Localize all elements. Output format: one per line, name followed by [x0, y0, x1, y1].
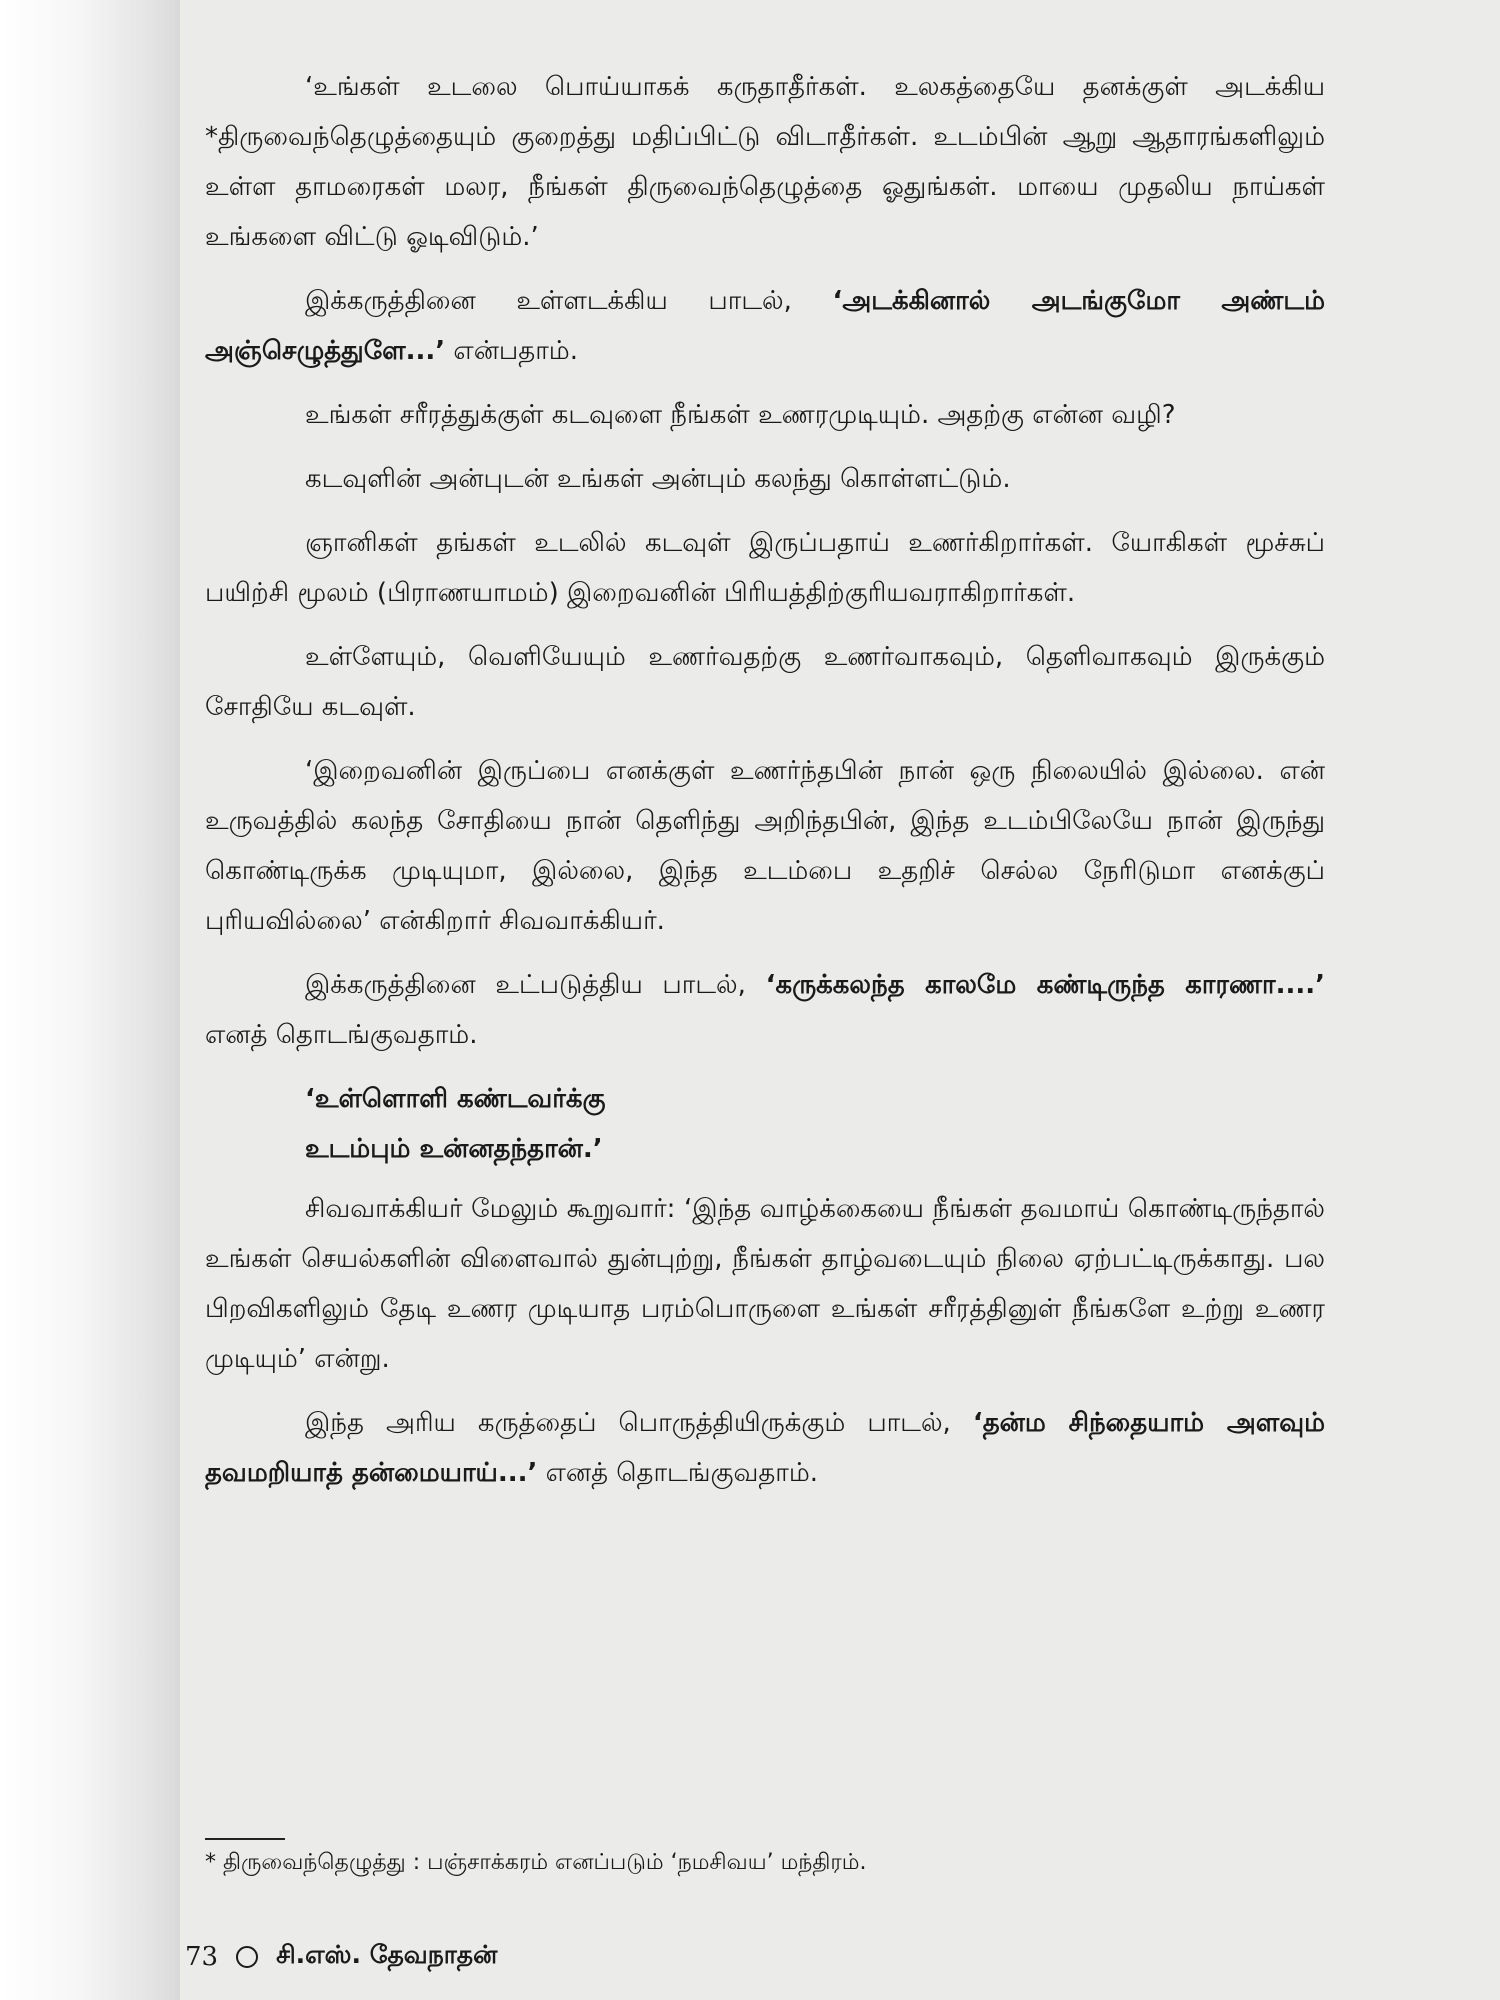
paragraph-6: உள்ளேயும், வெளியேயும் உணர்வதற்கு உணர்வாகவும், தெளிவாகவும் இருக்கும் சோதியே கடவுள். — [205, 642, 1325, 722]
paragraph-7: ‘இறைவனின் இருப்பை எனக்குள் உணர்ந்தபின் நான் ஒரு நிலையில் இல்லை. என் உருவத்தில் கலந்த சோதியை நான் தெளிந்து அறிந்தபின், இந்த உடம்பிலேயே நான் இருந்து கொண்டிருக்க முடியுமா, இல்லை, இந்த உடம்பை உதறிச் செல்ல நேரிடுமா எனக்குப் புரியவில்லை’ என்கிறார் சிவவாக்கியர். — [205, 756, 1325, 936]
page-footer — [185, 1940, 497, 1973]
footnote: * திருவைந்தெழுத்து : பஞ்சாக்கரம் எனப்படும் ‘நமசிவய’ மந்திரம். — [205, 1850, 867, 1875]
paragraph-2-lead: இக்கருத்தினை உள்ளடக்கிய பாடல், — [305, 286, 833, 316]
body-text — [205, 62, 1325, 1512]
paragraph-10-lead: இந்த அரிய கருத்தைப் பொருத்தியிருக்கும் பாடல், — [305, 1408, 973, 1438]
paragraph-1: ‘உங்கள் உடலை பொய்யாகக் கருதாதீர்கள். உலகத்தையே தனக்குள் அடக்கிய *திருவைந்தெழுத்தையும் குறைத்து மதிப்பிட்டு விடாதீர்கள். உடம்பின் ஆறு ஆதாரங்களிலும் உள்ள தாமரைகள் மலர, நீங்கள் திருவைந்தெழுத்தை ஓதுங்கள். மாயை முதலிய நாய்கள் உங்களை விட்டு ஓடிவிடும்.’ — [205, 72, 1325, 252]
page-number: 73 — [185, 1941, 219, 1972]
paragraph-2-tail: என்பதாம். — [445, 336, 578, 366]
paragraph-3: உங்கள் சரீரத்துக்குள் கடவுளை நீங்கள் உணரமுடியும். அதற்கு என்ன வழி? — [305, 400, 1176, 430]
paragraph-8 — [205, 960, 1325, 1060]
song-reference-3: ‘தன்ம சிந்தையாம் அளவும் தவமறியாத் தன்மையாய்...’ — [205, 1408, 1325, 1488]
paragraph-2 — [205, 276, 1325, 376]
paragraph-5: ஞானிகள் தங்கள் உடலில் கடவுள் இருப்பதாய் உணர்கிறார்கள். யோகிகள் மூச்சுப் பயிற்சி மூலம் (பிராணயாமம்) இறைவனின் பிரியத்திற்குரியவராகிறார்கள். — [205, 528, 1325, 608]
paragraph-8-lead: இக்கருத்தினை உட்படுத்திய பாடல், — [305, 970, 766, 1000]
paragraph-8-tail: எனத் தொடங்குவதாம். — [205, 1020, 478, 1050]
footnote-divider — [205, 1838, 285, 1840]
song-reference-1: ‘அடக்கினால் அடங்குமோ அண்டம் அஞ்செழுத்துளே...’ — [205, 286, 1325, 366]
paragraph-10 — [205, 1398, 1325, 1498]
paragraph-9: சிவவாக்கியர் மேலும் கூறுவார்: ‘இந்த வாழ்க்கையை நீங்கள் தவமாய் கொண்டிருந்தால் உங்கள் செயல்களின் விளைவால் துன்புற்று, நீங்கள் தாழ்வடையும் நிலை ஏற்பட்டிருக்காது. பல பிறவிகளிலும் தேடி உணர முடியாத பரம்பொருளை உங்கள் சரீரத்தினுள் நீங்களே உற்று உணர முடியும்’ என்று. — [205, 1194, 1326, 1374]
paragraph-10-tail: எனத் தொடங்குவதாம். — [537, 1458, 819, 1488]
paragraph-4: கடவுளின் அன்புடன் உங்கள் அன்பும் கலந்து கொள்ளட்டும். — [305, 464, 1011, 494]
book-gutter — [0, 0, 180, 2000]
song-reference-2: ‘கருக்கலந்த காலமே கண்டிருந்த காரணா....’ — [765, 970, 1325, 1000]
verse-line-2: உடம்பும் உன்னதந்தான்.’ — [305, 1134, 603, 1164]
verse-quote — [305, 1074, 1325, 1174]
circle-icon — [236, 1946, 258, 1968]
verse-line-1: ‘உள்ளொளி கண்டவர்க்கு — [305, 1084, 606, 1114]
author-name: சி.எஸ். தேவநாதன் — [276, 1940, 498, 1969]
